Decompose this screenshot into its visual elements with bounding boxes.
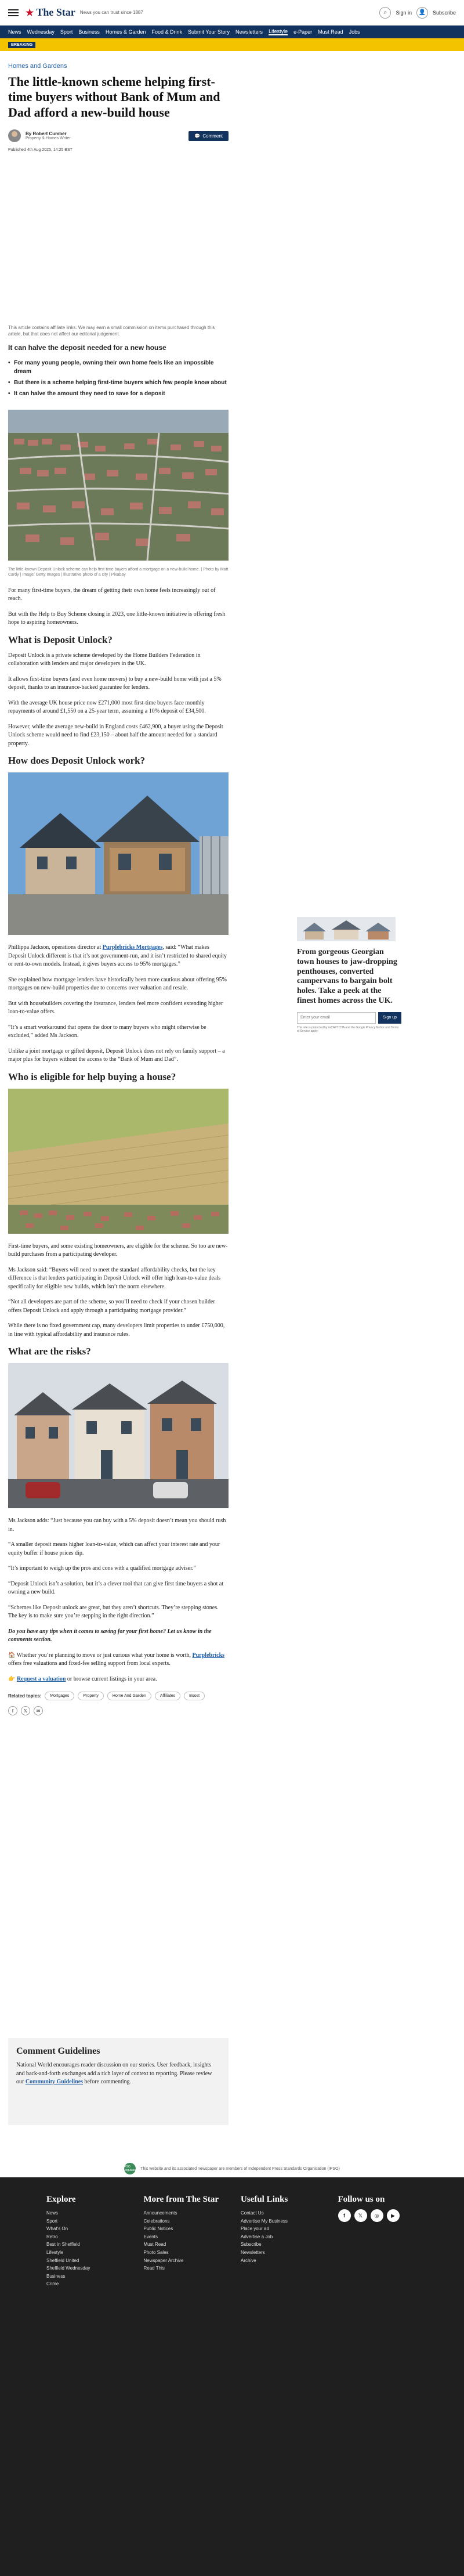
request-valuation-link[interactable]: Request a valuation [16, 1675, 66, 1682]
guidelines-text: National World encourages reader discussion on our stories. User feedback, insights and back-and-forth exchanges add a rich layer of context to reporting. Please review our Community Guidelines before commenting. [16, 2062, 212, 2085]
comment-button[interactable]: 💬 Comment [188, 131, 229, 141]
paragraph: “Not all developers are part of the scheme, so you’ll need to check if your chosen builder offers Deposit Unlock and apply through a participating mortgage provider.” [8, 1299, 215, 1314]
email-input[interactable]: Enter your email [297, 1012, 376, 1024]
footer-link[interactable]: What's On [46, 2226, 68, 2232]
footer-heading: Useful Links [241, 2195, 288, 2204]
newsletter-form [297, 1012, 401, 1024]
share-buttons [8, 1706, 229, 1715]
topic-tag[interactable]: Mortgages [45, 1692, 74, 1700]
paragraph: But with the Help to Buy Scheme closing in 2023, one little-known initiative is offering fresh hope to aspiring homeowners. [8, 610, 226, 626]
facebook-icon[interactable]: f [338, 2209, 351, 2222]
field-estate-image[interactable] [8, 1089, 229, 1237]
footer-link[interactable]: Sheffield Wednesday [46, 2266, 90, 2271]
footer-link[interactable]: Announcements [143, 2210, 177, 2216]
related-topics-label: Related topics: [8, 1693, 42, 1699]
ipso-badge[interactable]: IPSO Regulated [124, 2163, 136, 2174]
paragraph: It allows first-time buyers (and even home movers) to buy a new-build home with just a 5% deposit, thanks to an insurance-backed guarantee for lenders. [8, 675, 222, 691]
sign-up-button[interactable]: Sign up [378, 1012, 401, 1024]
paragraph: “It’s important to weigh up the pros and cons with a qualified mortgage adviser.” [8, 1565, 196, 1572]
paragraph: Deposit Unlock is a private scheme developed by the Home Builders Federation in collaboration with lenders and major developers in the UK. [8, 652, 201, 667]
footer-link[interactable]: Celebrations [143, 2218, 170, 2224]
footer-follow [338, 2195, 418, 2288]
footer-link[interactable]: Photo Sales [143, 2249, 169, 2255]
section-heading: What are the risks? [8, 1346, 91, 1357]
paragraph: “Deposit Unlock isn’t a solution, but it’s a clever tool that can give first time buyers a shot at owning a new build. [8, 1580, 224, 1596]
paragraph: But with housebuilders covering the insurance, lenders feel more confident extending higher loan-to-value offers. [8, 1000, 223, 1016]
paragraph: Ms Jackson adds: “Just because you can buy with a 5% deposit doesn’t mean you should rush in. [8, 1518, 226, 1533]
menu-icon[interactable] [8, 9, 19, 16]
footer-link[interactable]: Advertise a Job [241, 2234, 273, 2239]
nav-item[interactable]: Lifestyle [269, 28, 288, 34]
topic-tag[interactable]: Home And Garden [107, 1692, 151, 1700]
footer-link[interactable]: Crime [46, 2281, 59, 2287]
summary-bullet: • But there is a scheme helping first-time buyers which few people know about [8, 378, 229, 387]
summary-bullets [8, 359, 229, 398]
topic-tag[interactable]: Affiliates [155, 1692, 180, 1700]
published-date: Published 4th Aug 2025, 14:25 BST [8, 148, 72, 153]
footer-link[interactable]: News [46, 2210, 59, 2216]
search-icon[interactable]: ⌕ [379, 7, 391, 19]
sidebar-title: From gorgeous Georgian town houses to jaw-dropping penthouses, converted campervans to bargain bolt holes. Take a peek at the finest homes across the UK. [297, 948, 397, 1005]
x-icon[interactable]: 𝕏 [354, 2209, 367, 2222]
paragraph: Ms Jackson said: “Buyers will need to meet the standard affordability checks, but the key difference is that lenders participating in Deposit Unlock will offer high loan-to-value deals specifically for eligible new builds, which isn’t the norm elsewhere. [8, 1266, 221, 1290]
nav-item[interactable]: Homes & Garden [105, 29, 146, 35]
purplebricks-link[interactable]: Purplebricks [192, 1652, 225, 1659]
footer-link[interactable]: Events [143, 2234, 158, 2239]
footer-link[interactable]: Subscribe [241, 2242, 262, 2248]
footer-more [144, 2195, 224, 2288]
community-guidelines-link[interactable]: Community Guidelines [25, 2079, 84, 2085]
author-avatar [8, 129, 21, 142]
nav-item[interactable]: Sport [60, 29, 73, 35]
footer-heading: Explore [46, 2195, 76, 2204]
nav-item[interactable]: e-Paper [293, 29, 313, 35]
section-heading: Who is eligible for help buying a house? [8, 1071, 176, 1082]
facebook-icon[interactable]: f [8, 1706, 17, 1715]
footer-link[interactable]: Must Read [143, 2242, 166, 2248]
comment-guidelines [8, 2038, 229, 2125]
comment-icon: 💬 [194, 133, 201, 139]
valuation-promo: 🏠 Whether you’re planning to move or just curious what your home is worth, Purplebricks offers free valuations and fixed-fee selling support from local experts. [8, 1652, 225, 1667]
footer-link[interactable]: Sheffield United [46, 2257, 79, 2263]
footer-link[interactable]: Retro [46, 2234, 58, 2239]
aerial-housing-image[interactable] [8, 410, 229, 563]
footer-link[interactable]: Newspaper Archive [143, 2257, 184, 2263]
image-caption: The little-known Deposit Unlock scheme can help first-time buyers afford a mortgage on a new-build home. | Photo by Matt Cardy | Image: Getty Images | Illustrative photo of a city | Pixabay [8, 567, 229, 577]
paragraph: First-time buyers, and some existing homeowners, are eligible for the scheme. So too are new-build purchases from a participating developer. [8, 1242, 228, 1258]
footer-useful [241, 2195, 321, 2288]
paragraph: However, while the average new-build in England costs £462,900, a buyer using the Deposit Unlock scheme would need to find £23,150 – about half the amount needed for a standard property. [8, 723, 223, 747]
footer-link[interactable]: Newsletters [241, 2249, 265, 2255]
paragraph: She explained how mortgage lenders have historically been more cautious about offering 95% mortgages on new-build properties due to concerns over valuation and resale. [8, 976, 227, 992]
paragraph: With the average UK house price now £271,000 most first-time buyers face monthly repayments of around £1,550 on a 25-year term, assuming a 10% deposit of £34,500. [8, 699, 206, 715]
paragraph: For many first-time buyers, the dream of getting their own home feels increasingly out of reach. [8, 587, 216, 602]
star-icon: ★ [26, 8, 34, 18]
main-nav [0, 26, 464, 38]
ipso-text: This website and its associated newspaper are members of Independent Press Standards Organisation (IPSO) [140, 2166, 340, 2171]
footer-link[interactable]: Read This [143, 2266, 165, 2271]
nav-item[interactable]: Newsletters [235, 29, 263, 35]
paragraph: “A smaller deposit means higher loan-to-value, which can affect your interest rate and your equity buffer if house prices dip. [8, 1541, 220, 1556]
top-bar [0, 0, 464, 26]
article-category[interactable]: Homes and Gardens [8, 63, 67, 70]
recaptcha-notice: This site is protected by reCAPTCHA and the Google Privacy Notice and Terms of Service apply. [297, 1025, 399, 1033]
paragraph: Phillippa Jackson, operations director at Purplebricks Mortgages, said: “What makes Deposit Unlock different is that it’s not government-run, and it isn’t restricted to shared equity or rent-to-own models. Instead, it gives buyers access to 95% mortgages.” [8, 944, 227, 968]
valuation-request: 👉 Request a valuation or browse current listings in your area. [8, 1675, 157, 1682]
author-name[interactable]: By Robert Cumber [26, 131, 67, 137]
guidelines-title: Comment Guidelines [16, 2046, 100, 2056]
author-role: Property & Homes Writer [26, 136, 71, 141]
instagram-icon[interactable]: ◎ [371, 2209, 383, 2222]
article [8, 63, 229, 1733]
newsletter-sidebar [297, 917, 401, 1033]
user-icon[interactable]: 👤 [416, 7, 428, 19]
email-icon[interactable]: ✉ [34, 1706, 43, 1715]
subscribe-button[interactable]: Subscribe [432, 9, 456, 16]
section-heading: How does Deposit Unlock work? [8, 755, 146, 767]
footer-link[interactable]: Archive [241, 2257, 256, 2263]
nav-item[interactable]: Jobs [349, 29, 360, 35]
nav-item[interactable]: Business [78, 29, 100, 35]
footer-link[interactable]: Sport [46, 2218, 58, 2224]
footer-link[interactable]: Lifestyle [46, 2249, 64, 2255]
x-icon[interactable]: 𝕏 [21, 1706, 30, 1715]
footer-heading: Follow us on [338, 2195, 385, 2204]
footer-heading: More from The Star [143, 2195, 219, 2204]
footer-explore [46, 2195, 126, 2288]
topic-tag[interactable]: Property [78, 1692, 103, 1700]
nav-item[interactable]: Food & Drink [151, 29, 182, 35]
nav-item[interactable]: News [8, 29, 21, 35]
article-headline: The little-known scheme helping first-time buyers without Bank of Mum and Dad afford a new-build house [8, 74, 220, 120]
section-heading: What is Deposit Unlock? [8, 634, 113, 645]
ad-space [8, 157, 229, 325]
affiliate-disclosure: This article contains affiliate links. We may earn a small commission on items purchased through this article, but that does not affect our editorial judgement. [8, 325, 215, 337]
site-footer [0, 2177, 464, 2576]
street-houses-image[interactable] [8, 1363, 229, 1511]
houses-banner-image [297, 917, 396, 941]
nav-item[interactable]: Must Read [318, 29, 343, 35]
site-tagline: News you can trust since 1887 [79, 10, 143, 15]
paragraph: “It’s a smart workaround that opens the door to many buyers who might otherwise be excluded,” added Ms Jackson. [8, 1024, 206, 1039]
footer-link[interactable]: Advertise My Business [241, 2218, 288, 2224]
ipso-notice [0, 2160, 464, 2177]
summary-bullet: • For many young people, owning their own home feels like an impossible dream [8, 359, 229, 376]
topic-tag[interactable]: Boost [184, 1692, 205, 1700]
youtube-icon[interactable]: ▶ [387, 2209, 400, 2222]
footer-link[interactable]: Place your ad [241, 2226, 269, 2232]
footer-link[interactable]: Business [46, 2273, 66, 2279]
paragraph: While there is no fixed government cap, many developers limit properties to under £750,000, in line with typical affordability and insurance rules. [8, 1323, 225, 1338]
purplebricks-mortgages-link[interactable]: Purplebricks Mortgages [102, 944, 163, 951]
new-build-houses-image[interactable] [8, 772, 229, 938]
footer-link[interactable]: Contact Us [241, 2210, 264, 2216]
paragraph: Unlike a joint mortgage or gifted deposit, Deposit Unlock does not rely on family support – a major plus for buyers without the access to the “Bank of Mum and Dad”. [8, 1047, 225, 1063]
site-logo[interactable]: ★ The Star [26, 6, 75, 18]
comment-prompt: Do you have any tips when it comes to saving for your first home? Let us know in the comments section. [8, 1628, 212, 1643]
nav-item[interactable]: Wednesday [27, 29, 55, 35]
breaking-banner [0, 38, 464, 51]
sign-in-button[interactable]: Sign in [396, 9, 412, 16]
paragraph: “Schemes like Deposit unlock are great, but they aren’t shortcuts. They’re stepping stones. The key is to make sure you’re stepping in the right direction.” [8, 1604, 219, 1620]
footer-link[interactable]: Public Notices [143, 2226, 173, 2232]
footer-link[interactable]: Best in Sheffield [46, 2242, 80, 2248]
summary-bullet: • It can halve the amount they need to save for a deposit [8, 389, 229, 398]
breaking-tag: BREAKING [8, 42, 35, 48]
byline [8, 129, 229, 142]
summary-title: It can halve the deposit needed for a new house [8, 343, 166, 352]
nav-item[interactable]: Submit Your Story [188, 29, 230, 35]
related-topics [8, 1692, 229, 1700]
